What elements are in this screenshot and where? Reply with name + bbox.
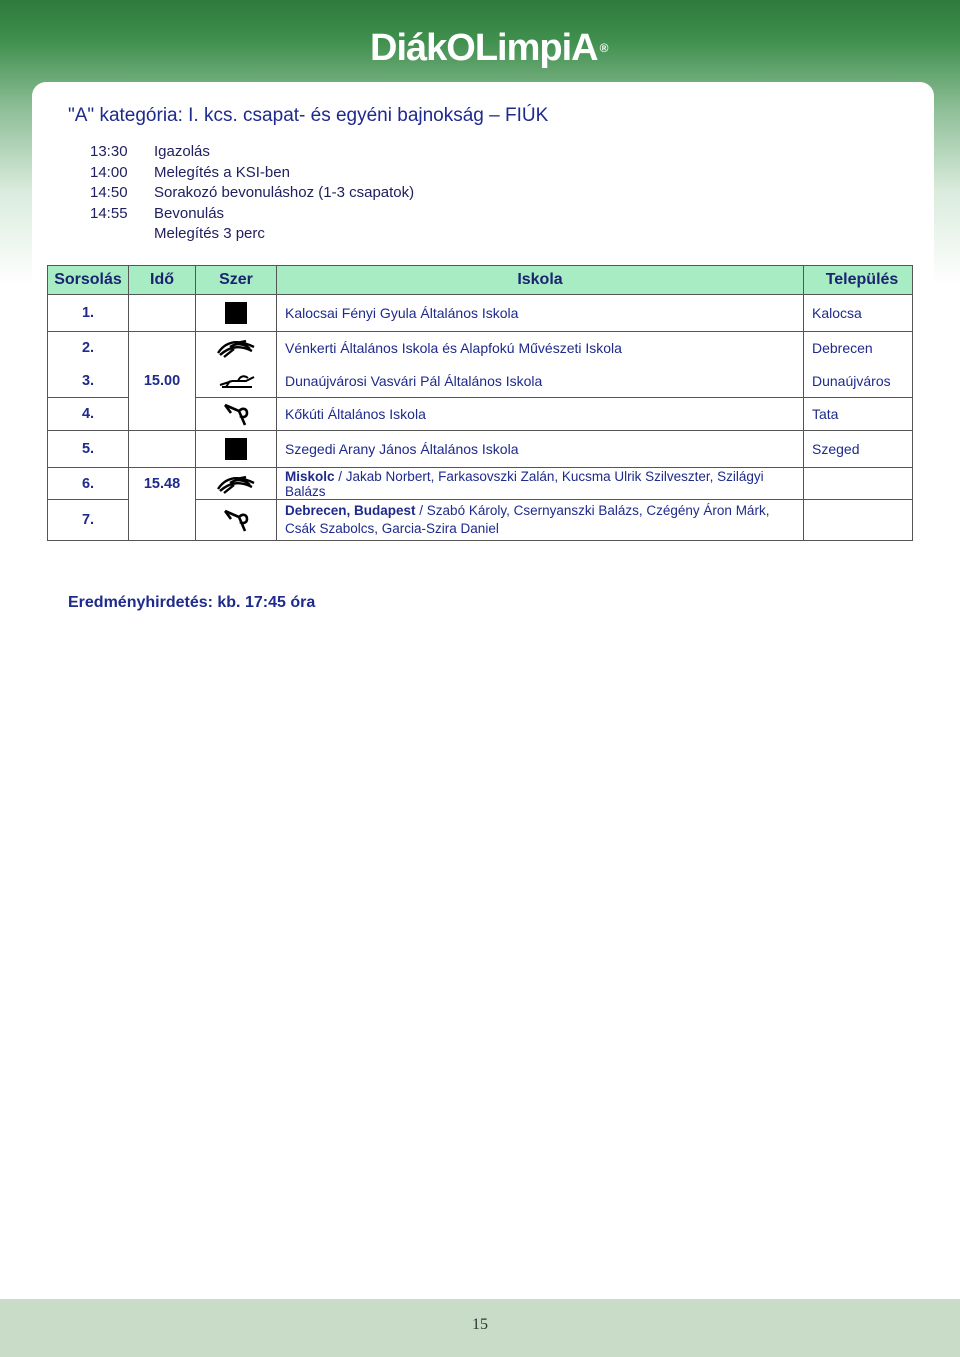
schedule-row: 14:55 Bevonulás [90, 204, 225, 222]
schedule-row: 13:30 Igazolás [90, 143, 210, 160]
school-cell: Vénkerti Általános Iskola és Alapfokú Művészeti Iskola [277, 332, 804, 365]
apparatus-cell [196, 398, 277, 431]
town-cell: Debrecen [804, 332, 913, 365]
pommel-horse-icon [216, 473, 256, 495]
town-cell: Szeged [804, 431, 913, 468]
rings-icon [221, 507, 251, 533]
apparatus-cell [196, 500, 277, 541]
floor-icon [225, 438, 247, 460]
town-cell [804, 468, 913, 500]
vault-icon [216, 373, 256, 389]
rank-cell: 4. [48, 398, 129, 431]
time-cell: 15.48 [129, 468, 196, 541]
schedule [90, 142, 414, 245]
apparatus-cell [196, 332, 277, 365]
header-town: Település [804, 266, 913, 295]
announcement: Eredményhirdetés: kb. 17:45 óra [68, 594, 316, 611]
school-cell: Kőkúti Általános Iskola [277, 398, 804, 431]
table-row [48, 468, 913, 500]
town-cell: Dunaújváros [804, 365, 913, 398]
schedule-row: 14:50 Sorakozó bevonuláshoz (1-3 csapatok) [90, 184, 415, 201]
town-cell: Kalocsa [804, 295, 913, 332]
time-cell [129, 295, 196, 332]
page-number: 15 [472, 1316, 488, 1333]
header-time: Idő [129, 266, 196, 295]
rank-cell: 2. [48, 332, 129, 365]
floor-icon [225, 302, 247, 324]
school-cell: Szegedi Arany János Általános Iskola [277, 431, 804, 468]
school-cell: Debrecen, Budapest / Szabó Károly, Csernyanszki Balázs, Czégény Áron Márk, Csák Szabolcs, Garcia-Szira Daniel [277, 500, 804, 541]
page-title: "A" kategória: I. kcs. csapat- és egyéni bajnokság – FIÚK [68, 105, 549, 126]
rank-cell: 1. [48, 295, 129, 332]
schedule-row: 14:00 Melegítés a KSI-ben [90, 163, 290, 181]
rank-cell: 6. [48, 468, 129, 500]
school-cell: Kalocsai Fényi Gyula Általános Iskola [277, 295, 804, 332]
results-table [47, 265, 913, 541]
apparatus-cell [196, 295, 277, 332]
rank-cell: 7. [48, 500, 129, 541]
schedule-row: Melegítés 3 perc [154, 225, 265, 242]
header-school: Iskola [277, 266, 804, 295]
diakolimpia-logo: DiákOLimpiA ® [370, 27, 608, 69]
school-cell: Dunaújvárosi Vasvári Pál Általános Iskola [277, 365, 804, 398]
apparatus-cell [196, 365, 277, 398]
town-cell: Tata [804, 398, 913, 431]
rings-icon [221, 401, 251, 427]
table-header-row [48, 266, 913, 295]
pommel-horse-icon [216, 337, 256, 359]
apparatus-cell [196, 468, 277, 500]
school-cell: Miskolc / Jakab Norbert, Farkasovszki Zalán, Kucsma Ulrik Szilveszter, Szilágyi Balázs [277, 468, 804, 500]
table-row [48, 431, 913, 468]
table-row [48, 295, 913, 332]
time-cell: 15.00 [129, 332, 196, 431]
header-rank: Sorsolás [48, 266, 129, 295]
apparatus-cell [196, 431, 277, 468]
table-row [48, 332, 913, 365]
town-cell [804, 500, 913, 541]
rank-cell: 3. [48, 365, 129, 398]
rank-cell: 5. [48, 431, 129, 468]
header-apparatus: Szer [196, 266, 277, 295]
time-cell [129, 431, 196, 468]
